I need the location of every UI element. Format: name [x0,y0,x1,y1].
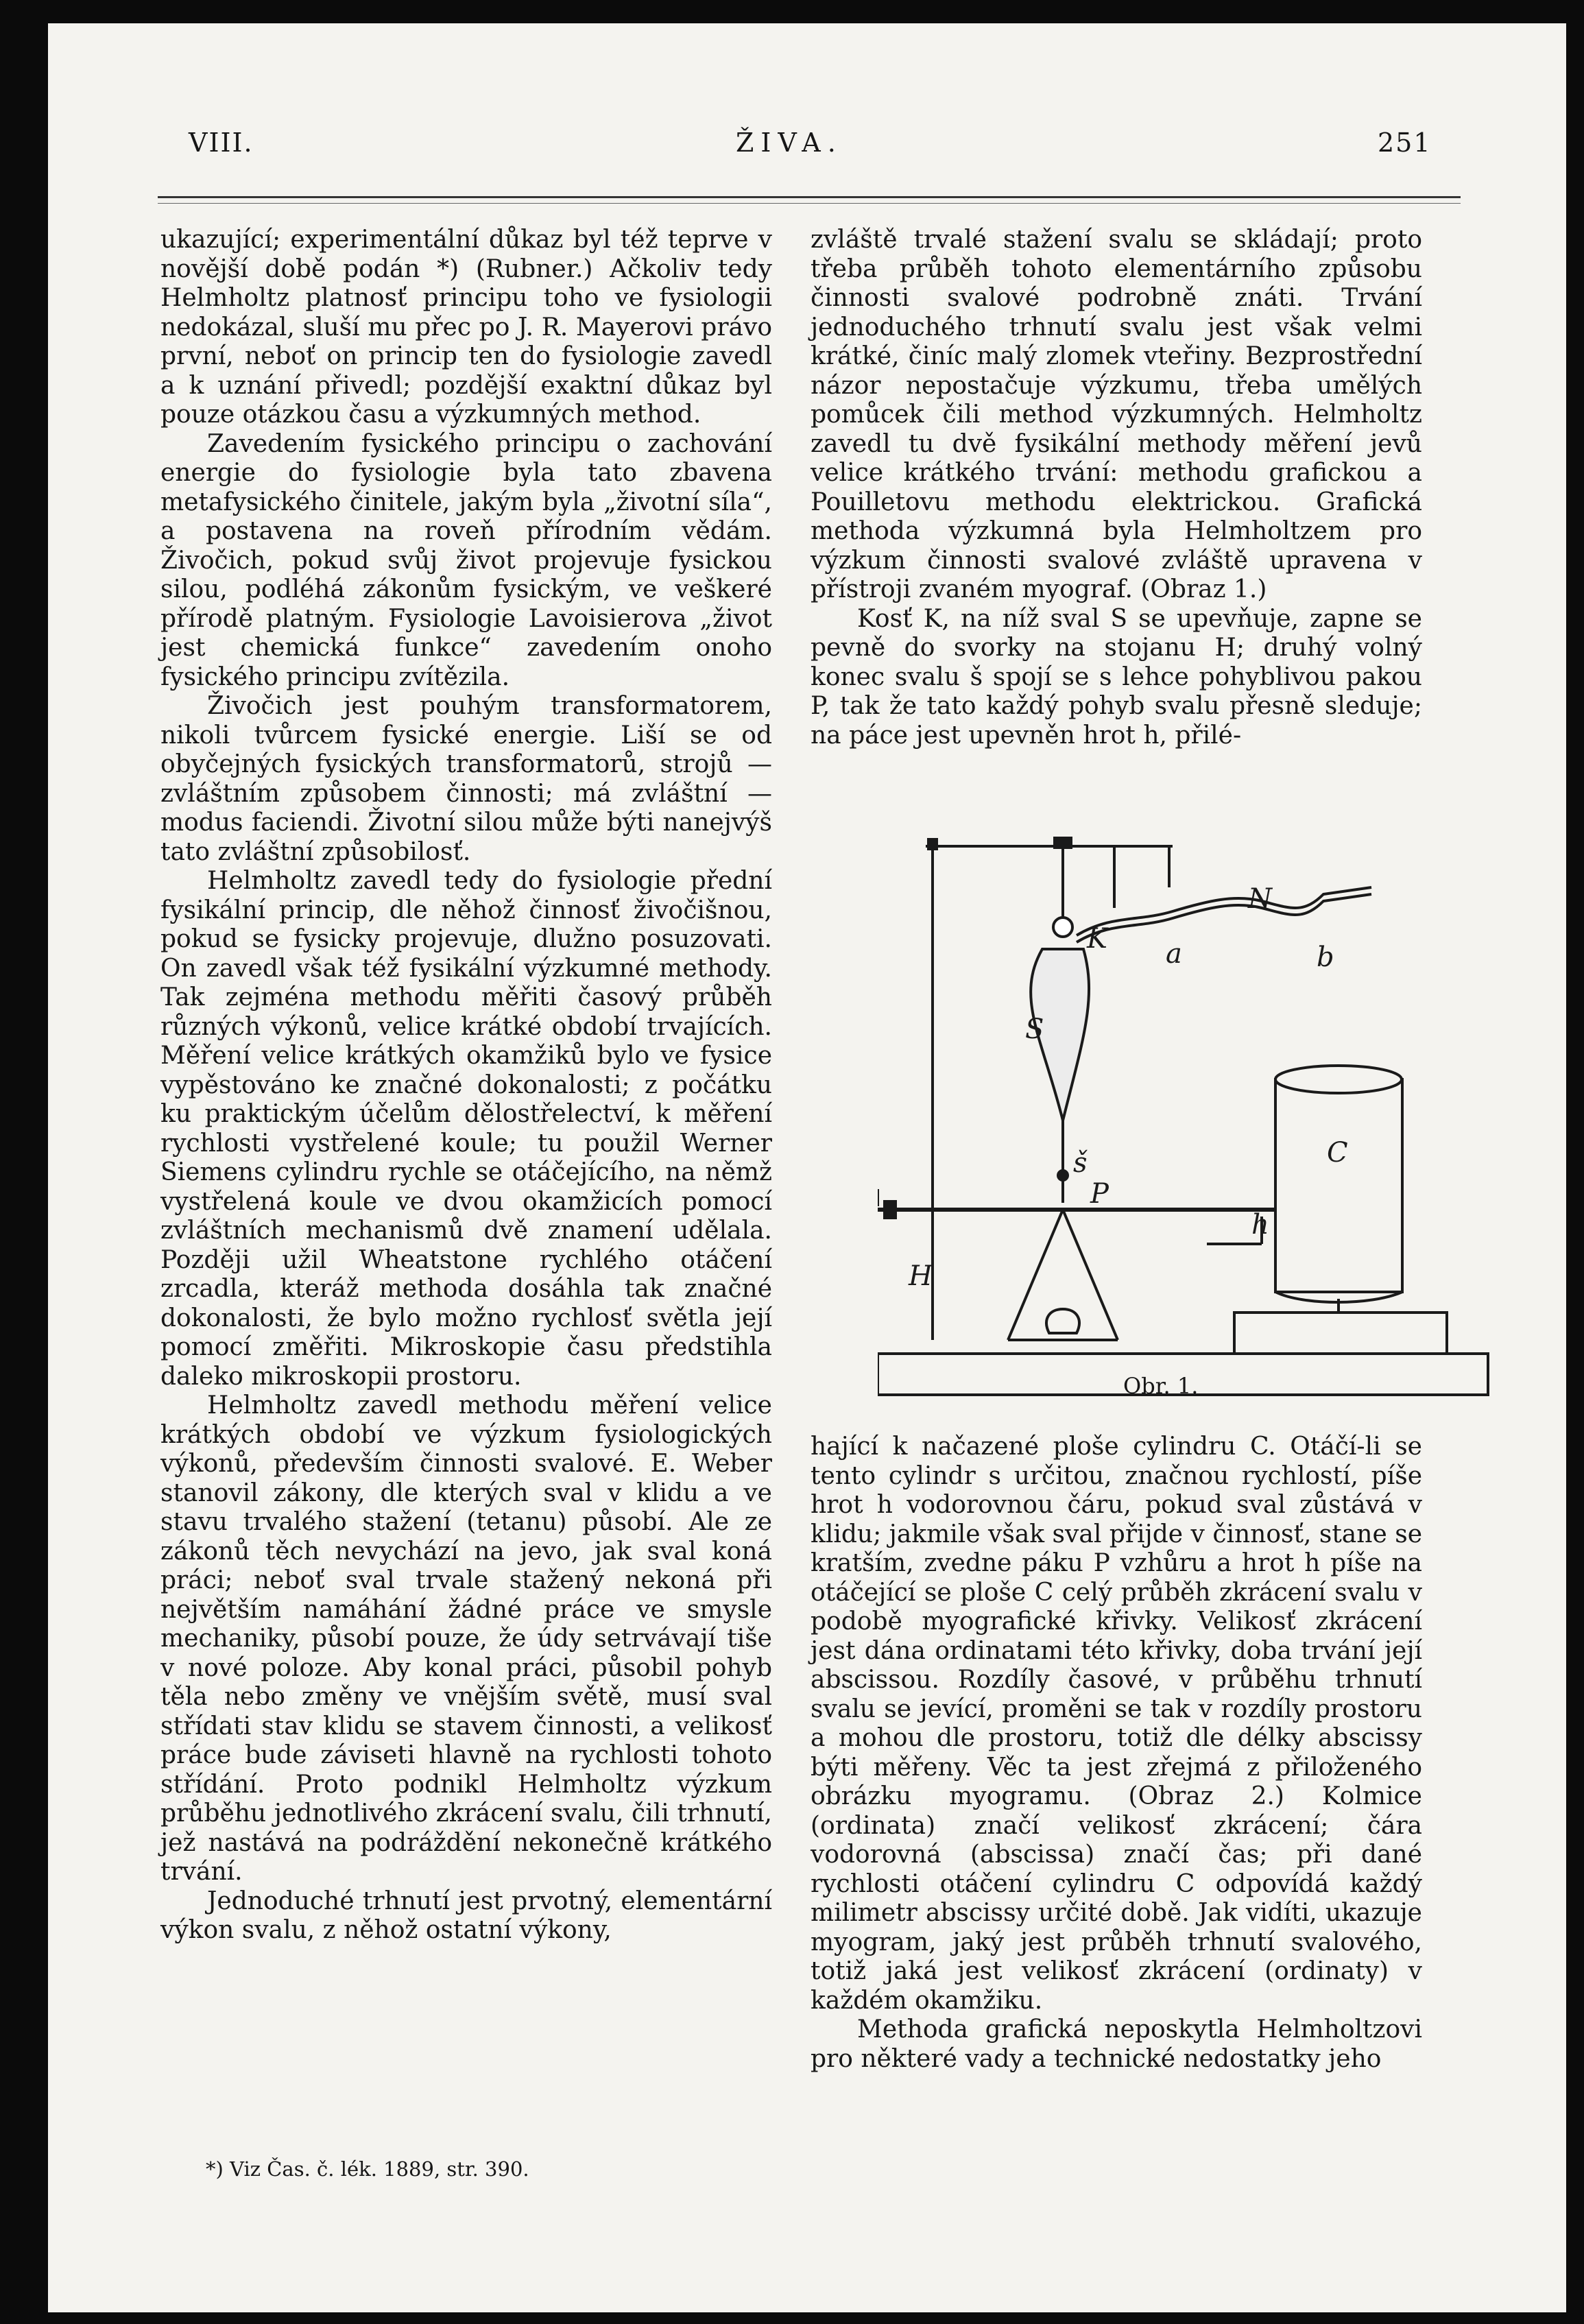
paragraph: Kosť K, na níž sval S se upevňuje, zapne se pevně do svorky na stojanu H; druhý volný konec svalu š spojí se s lehce pohyblivou pakou P, tak že tato každý pohyb svalu přesně sleduje; na páce jest upevněn hrot h, přilé- [811,604,1422,750]
page [48,23,1566,2312]
label-H: H [909,1260,933,1292]
header-rule-thin [158,203,1461,204]
header-rule [158,196,1461,198]
myograph-figure [878,819,1495,1422]
paragraph: ukazující; experimentální důkaz byl též teprve v novější době podán *) (Rubner.) Ačkoliv tedy Helmholtz platnosť principu toho ve fysiologii nedokázal, sluší mu přec po J. R. Mayerovi právo první, neboť on princip ten do fysiologie zavedl a k uznání přivedl; pozdější exaktní důkaz byl pouze otázkou času a výzkumných method. [160,226,772,429]
myograph-drawing [878,819,1495,1422]
label-P: P [1090,1178,1109,1210]
label-K: K [1087,923,1107,955]
right-column-bottom [811,1433,1422,2074]
footnote: *) Viz Čas. č. lék. 1889, str. 390. [206,2157,529,2181]
paragraph: zvláště trvalé stažení svalu se skládají; proto třeba průběh tohoto elementárního způsobu činnosti svalové podrobně znáti. Trvání jednoduchého trhnutí svalu jest však velmi krátké, činíc malý zlomek vteřiny. Bezprostřední názor nepostačuje výzkumu, třeba umělých pomůcek čili method výzkumných. Helmholtz zavedl tu dvě fysikální methody měření jevů velice krátkého trvání: methodu grafickou a Pouilletovu methodu elektrickou. Grafická methoda výzkumná byla Helmholtzem pro výzkum činnosti svalové zvláště upravena v přístroji zvaném myograf. (Obraz 1.) [811,226,1422,603]
label-s-tendon: š [1073,1147,1088,1179]
paragraph: Methoda grafická neposkytla Helmholtzovi pro některé vady a technické nedostatky jeho [811,2015,1422,2073]
weight [1046,1309,1079,1333]
paragraph: Helmholtz zavedl tedy do fysiologie přední fysikální princip, dle něhož činnosť živočišnou, pokud se fysicky projevuje, dlužno posuzovati. On zavedl však též fysikální výzkumné methody. Tak zejména methodu měřiti časový průběh různých výkonů, velice krátké období trvajících. Měření velice krátkých okamžiků bylo ve fysice vypěstováno ke značné dokonalosti; z počátku ku praktickým účelům dělostřelectví, k měření rychlosti vystřelené koule; tu použil Werner Siemens cylindru rychle se otáčejícího, na němž vystřelená koule ve dvou okamžicích pomocí zvláštních mechanismů dvě znamení udělala. Později užil Wheatstone rychlého otáčení zrcadla, kteráž methoda dosáhla tak značné dokonalosti, že bylo možno rychlosť světla její pomocí změřiti. Mikroskopie času předstihla daleko mikroskopii prostoru. [160,867,772,1391]
header-journal-title: ŽIVA. [736,128,843,158]
paragraph: Helmholtz zavedl methodu měření velice krátkých období ve výzkum fysiologických výkonů, především činnosti svalové. E. Weber stanovil zákony, dle kterých sval v klidu a ve stavu trvalého stažení (tetanu) působí. Ale ze zákonů těch nevychází na jevo, jak sval koná práci; neboť sval trvale stažený nekoná při největším namáhání žádné práce ve smysle mechaniky, působí pouze, že údy setrvávají tiše v nové poloze. Aby konal práci, působil pohyb těla nebo změny ve vnějším světě, musí sval střídati stav klidu se stavem činnosti, a velikosť práce bude záviseti hlavně na rychlosti tohoto střídání. Proto podnikl Helmholtz výzkum průběhu jednotlivého zkrácení svalu, čili trhnutí, jež nastává na podráždění nekonečně krátkého trvání. [160,1391,772,1886]
paragraph: Jednoduché trhnutí jest prvotný, elementární výkon svalu, z něhož ostatní výkony, [160,1886,772,1944]
right-column-top [811,226,1422,750]
cylinder [1275,1079,1402,1292]
paragraph: Zavedením fysického principu o zachování energie do fysiologie byla tato zbavena metafysického činitele, jakým byla „životní síla“, a postavena na roveň přírodním vědám. Živočich, pokud svůj život projevuje fysickou silou, podléhá zákonům fysickým, ve veškeré přírodě platným. Fysiologie Lavoisierova „život jest chemická funkce“ zavedením onoho fysického principu zvítězila. [160,429,772,691]
label-C: C [1327,1137,1348,1169]
label-S: S [1025,1014,1044,1045]
paragraph: hající k načazené ploše cylindru C. Otáčí-li se tento cylindr s určitou, značnou rychlostí, píše hrot h vodorovnou čáru, pokud sval zůstává v klidu; jakmile však sval přijde v činnosť, stane se kratším, zvedne páku P vzhůru a hrot h píše na otáčející se ploše C celý průběh zkrácení svalu v podobě myografické křivky. Velikosť zkrácení jest dána ordinatami této křivky, doba trvání její abscissou. Rozdíly časové, v průběhu trhnutí svalu se jevící, proměni se tak v rozdíly prostoru a mohou dle prostoru, totiž dle délky abscissy býti měřeny. Věc ta jest zřejmá z přiloženého obrázku myogramu. (Obraz 2.) Kolmice (ordinata) značí velikosť zkrácení; čára vodorovná (abscissa) značí čas; při dané rychlosti otáčení cylindru C odpovídá každý milimetr abscissy určité době. Jak vidíti, ukazuje myogram, jaký jest průběh trhnutí svalového, totiž jaká jest velikosť zkrácení (ordinaty) v každém okamžiku. [811,1433,1422,2015]
label-b: b [1317,942,1334,973]
header-volume: VIII. [189,128,254,158]
left-column [160,226,772,1945]
figure-caption: Obr. 1. [1123,1373,1199,1399]
label-h: h [1251,1209,1269,1241]
paragraph: Živočich jest pouhým transformatorem, nikoli tvůrcem fysické energie. Liší se od obyčejných fysických transformatorů, strojů — zvláštním způsobem činnosti; má zvláštní — modus faciendi. Životní silou může býti nanejvýš tato zvláštní způsobilosť. [160,692,772,866]
label-N: N [1248,883,1272,915]
label-a: a [1166,938,1182,970]
page-number: 251 [1378,128,1432,158]
